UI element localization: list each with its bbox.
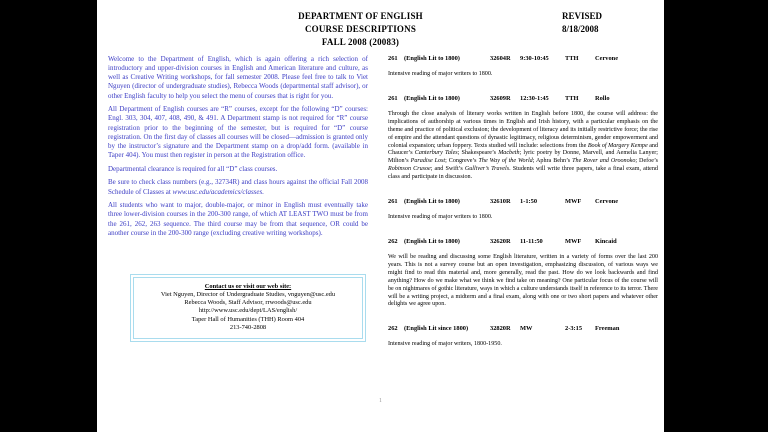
course-number: 261 bbox=[388, 55, 398, 62]
text-segment: ; Aphra Behn’s bbox=[532, 158, 573, 165]
contact-line: 213-740-2808 bbox=[229, 323, 267, 331]
text-segment: Welcome to the Department of English, which is again offering a rich selection of introductory and upper-division courses in English and American literature and culture, as well as Creative Writing workshops, for fall semester 2008. Please feel free to talk to Viet Nguyen (director of undergraduate studies), Rebecca Woods (departmental staff advisor), or other English faculty to help you select the menu of courses that is right for you. bbox=[108, 55, 368, 100]
italic-text-segment: Macbeth bbox=[498, 150, 520, 157]
contact-box bbox=[130, 274, 366, 342]
intro-column bbox=[108, 55, 368, 342]
course-col4: Kincaid bbox=[595, 237, 617, 245]
course-col4: Cervone bbox=[595, 55, 619, 62]
contact-line: Viet Nguyen, Director of Undergraduate Studies, vnguyen@usc.edu bbox=[160, 291, 336, 299]
intro-paragraph bbox=[108, 178, 368, 196]
text-segment: ; Congreve’s bbox=[445, 158, 479, 165]
text-segment: ; Defoe’s bbox=[635, 158, 659, 165]
italic-text-segment: www.usc.edu/academics/classes. bbox=[172, 187, 264, 196]
course-block bbox=[388, 95, 658, 182]
course-header-row bbox=[388, 55, 658, 63]
contact-heading: Contact us or visit our web site: bbox=[204, 282, 292, 290]
course-description bbox=[388, 214, 658, 222]
course-block bbox=[388, 198, 658, 222]
course-col2: 11-11:50 bbox=[520, 237, 543, 245]
text-segment: ; Shakespeare’s bbox=[457, 150, 499, 157]
text-segment: Intensive reading of major writers to 1800. bbox=[388, 71, 493, 77]
italic-text-segment: Gulliver’s Travels bbox=[464, 166, 510, 173]
document-header bbox=[97, 10, 624, 49]
contact-lines bbox=[140, 291, 356, 332]
text-segment: ; and Swift’s bbox=[430, 166, 465, 173]
course-title: (English Lit to 1800) bbox=[404, 237, 460, 245]
contact-line: Taper Hall of Humanities (THH) Room 404 bbox=[191, 315, 305, 323]
revised-stamp bbox=[562, 10, 602, 36]
course-column bbox=[388, 55, 658, 365]
course-col1: 32610R bbox=[490, 198, 511, 206]
course-col4: Cervone bbox=[595, 198, 619, 206]
course-list bbox=[388, 55, 658, 349]
document-page bbox=[97, 0, 664, 432]
course-col1: 32609R bbox=[490, 94, 511, 102]
text-segment: ; lyric poetry by Donne, Marvell, and Aemelia Lanyer; Milton’s bbox=[388, 150, 658, 165]
intro-paragraph bbox=[108, 165, 368, 174]
course-col4: Rollo bbox=[595, 94, 610, 102]
text-segment: Intensive reading of major writers to 1800. bbox=[388, 214, 493, 221]
header-title-line3: FALL 2008 (20083) bbox=[321, 37, 400, 47]
course-col3: TTH bbox=[565, 94, 579, 102]
italic-text-segment: Robinson Crusoe bbox=[388, 166, 431, 173]
course-col1: 32604R bbox=[490, 55, 511, 62]
italic-text-segment: Canterbury Tales bbox=[414, 150, 458, 157]
header-title-line2: COURSE DESCRIPTIONS bbox=[304, 24, 417, 34]
text-segment: . Students will write three papers, take a final exam, attend class and participate in discussion. bbox=[388, 166, 658, 181]
text-segment: Be sure to check class numbers (e.g., 32734R) and class hours against the official Fall 2008 Schedule of Classes at bbox=[108, 178, 368, 196]
text-segment: We will be reading and discussing some English literature, written in a variety of forms over the last 200 years. This is not a survey course but an open investigation, emphasizing discussion, of various ways we might find to read this material and, more generally, read the past. How do we look backwards and find anything? How do we make what we think we find take on meaning? One particular focus of the course will be on nightmares of gothic literature, ways in which a culture understands itself in reference to its terror. There will be a writing project, a midterm and a final exam, along with one or two short papers and whatever other delights we agree upon. bbox=[388, 253, 658, 308]
text-segment: and Chaucer’s bbox=[388, 142, 658, 157]
course-col2: 9:30-10:45 bbox=[520, 55, 549, 62]
italic-text-segment: The Rover and Oroonoko bbox=[572, 158, 636, 165]
text-segment: Through the close analysis of literary works written in English before 1800, the course will address: the implications of authorship at various times in English and Irish history, with a particular emphasis on the theme and practice of political exclusion; the development of literacy and its initially restrictive force; the rise of empire and the attendant questions of dynastic legitimacy, religious determinism, gender empowerment and colonial expansion; urban foppery. Texts studied will include: selections from the bbox=[388, 110, 658, 149]
revised-date: 8/18/2008 bbox=[562, 24, 599, 34]
course-number: 262 bbox=[388, 325, 398, 333]
text-segment: All Department of English courses are “R” courses, except for the following “D” courses: Engl. 303, 304, 407, 408, 490, & 491. A Department stamp is not required for “R” course registration prior to the beginning of the semester, but is required for “D” course registration. On the first day of classes all courses will be closed—admission is granted only by the instructor’s signature and the Department stamp on a drop/add form. (available in Taper 404). You must then register in person at the Registration office. bbox=[108, 105, 368, 160]
course-block bbox=[388, 55, 658, 79]
course-number: 261 bbox=[388, 94, 398, 102]
intro-paragraphs bbox=[108, 55, 368, 238]
course-col3: TTH bbox=[565, 55, 579, 62]
course-description bbox=[388, 111, 658, 182]
course-title: (English Lit to 1800) bbox=[404, 55, 460, 62]
italic-text-segment: Book of Margery Kempe bbox=[587, 142, 648, 149]
course-title: (English Lit to 1800) bbox=[404, 198, 460, 206]
course-col3: MWF bbox=[565, 237, 582, 245]
course-header-row bbox=[388, 95, 658, 103]
course-col3: 2-3:15 bbox=[565, 325, 583, 333]
course-block bbox=[388, 238, 658, 309]
course-col4: Freeman bbox=[595, 325, 620, 333]
course-title: (English Lit since 1800) bbox=[404, 325, 469, 333]
course-number: 261 bbox=[388, 198, 398, 206]
course-header-row bbox=[388, 198, 658, 206]
intro-paragraph bbox=[108, 105, 368, 160]
course-col2: 12:30-1:45 bbox=[520, 94, 549, 102]
course-block bbox=[388, 325, 658, 349]
course-col1: 32820R bbox=[490, 325, 511, 333]
course-col2: MW bbox=[520, 325, 533, 333]
header-title-line1: DEPARTMENT OF ENGLISH bbox=[298, 11, 423, 21]
course-description bbox=[388, 254, 658, 309]
course-col1: 32620R bbox=[490, 237, 511, 245]
italic-text-segment: The Way of the World bbox=[478, 158, 533, 165]
text-segment: Intensive reading of major writers, 1800-1950. bbox=[388, 341, 502, 348]
text-segment: All students who want to major, double-major, or minor in English must eventually take three lower-division courses in the 200-300 range, of which AT LEAST TWO must be from the 261, 262, 263 sequence. The third course may be from that sequence, OR could be another course in the 200-300 range (excluding creative writing workshops). bbox=[108, 201, 368, 237]
page-number: 1 bbox=[379, 398, 382, 404]
course-description bbox=[388, 71, 658, 79]
revised-label: REVISED bbox=[562, 11, 603, 21]
text-segment: Departmental clearance is required for all “D” class courses. bbox=[108, 164, 278, 173]
course-header-row bbox=[388, 238, 658, 246]
course-title: (English Lit to 1800) bbox=[404, 94, 460, 102]
course-description bbox=[388, 341, 658, 349]
course-number: 262 bbox=[388, 237, 398, 245]
italic-text-segment: Paradise Lost bbox=[410, 158, 446, 165]
intro-paragraph bbox=[108, 55, 368, 101]
course-header-row bbox=[388, 325, 658, 333]
intro-paragraph bbox=[108, 201, 368, 238]
course-col3: MWF bbox=[565, 198, 582, 206]
contact-line: Rebecca Woods, Staff Advisor, rrwoods@usc.edu bbox=[184, 299, 312, 307]
contact-line: http://www.usc.edu/dept/LAS/english/ bbox=[198, 307, 298, 315]
course-col2: 1-1:50 bbox=[520, 198, 538, 206]
